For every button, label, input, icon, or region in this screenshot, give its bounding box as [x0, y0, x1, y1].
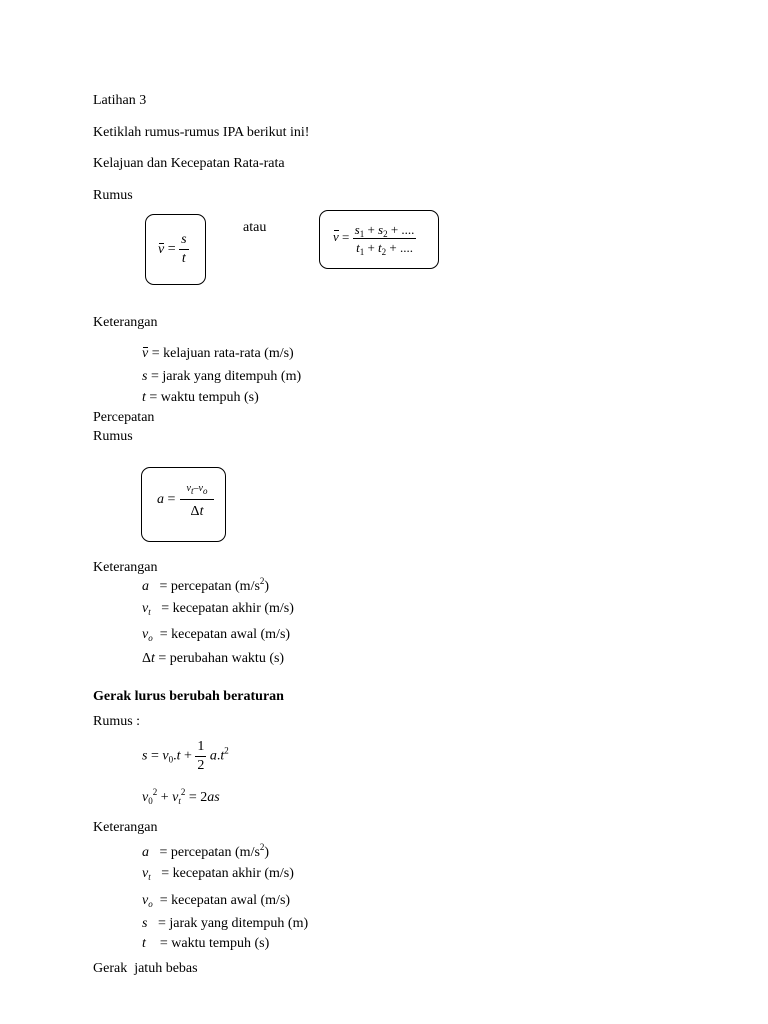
formula-box-average-speed: v = $\frac{s}{t}$ [145, 214, 206, 285]
instruction-text: Ketiklah rumus-rumus IPA berikut ini! [93, 125, 310, 140]
glbb-legend-item-vt: $v_t$ = kecepatan akhir (m/s) [142, 866, 294, 882]
glbb-legend-item-vo: $v_o$ = kecepatan awal (m/s) [142, 893, 291, 909]
formula-box-average-speed-sum: v = $\frac{s_1 + s_2 + ....}{t_1 + t_2 + ....}$ [319, 210, 439, 269]
page-title: Latihan 3 [93, 93, 147, 108]
glbb-legend-item-a: a = percepatan $(m/s^2)$ [142, 842, 270, 860]
legend-item-a: a = percepatan $(m/s^2)$ [142, 576, 270, 594]
legend-item-v: v = kelajuan rata-rata (m/s) [142, 346, 294, 361]
section3-heading: Gerak lurus berubah beraturan [93, 689, 284, 704]
formula-glbb-velocity: $v_0^2 + v_t^2 = 2as$ [142, 787, 220, 806]
glbb-legend-item-s: s = jarak yang ditempuh (m) [142, 916, 309, 931]
section1-atau: atau [243, 220, 267, 235]
formula-box-acceleration: a = $v_t-v_o$ Δt [141, 467, 226, 542]
section1-heading: Kelajuan dan Kecepatan Rata-rata [93, 156, 285, 171]
section2-keterangan-label: Keterangan [93, 560, 158, 575]
formula-glbb-distance: $s = v_0.t$ + $\frac{1}{2}$ $a.t^2$ [142, 739, 229, 773]
section2-rumus-label: Rumus [93, 429, 133, 444]
section3-rumus-label: Rumus : [93, 714, 141, 729]
glbb-legend-item-t: t = waktu tempuh (s) [142, 936, 270, 951]
section2-heading: Percepatan [93, 410, 155, 425]
legend-item-vo: $v_o$ = kecepatan awal (m/s) [142, 627, 291, 643]
section1-keterangan-label: Keterangan [93, 315, 158, 330]
legend-item-delta-t: Δt = perubahan waktu (s) [142, 651, 285, 666]
section1-rumus-label: Rumus [93, 188, 133, 203]
section3-keterangan-label: Keterangan [93, 820, 158, 835]
section4-heading: Gerak jatuh bebas [93, 961, 198, 976]
legend-item-vt: $v_t$ = kecepatan akhir (m/s) [142, 601, 294, 617]
legend-item-t: t = waktu tempuh (s) [142, 390, 259, 405]
legend-item-s: s = jarak yang ditempuh (m) [142, 369, 302, 384]
